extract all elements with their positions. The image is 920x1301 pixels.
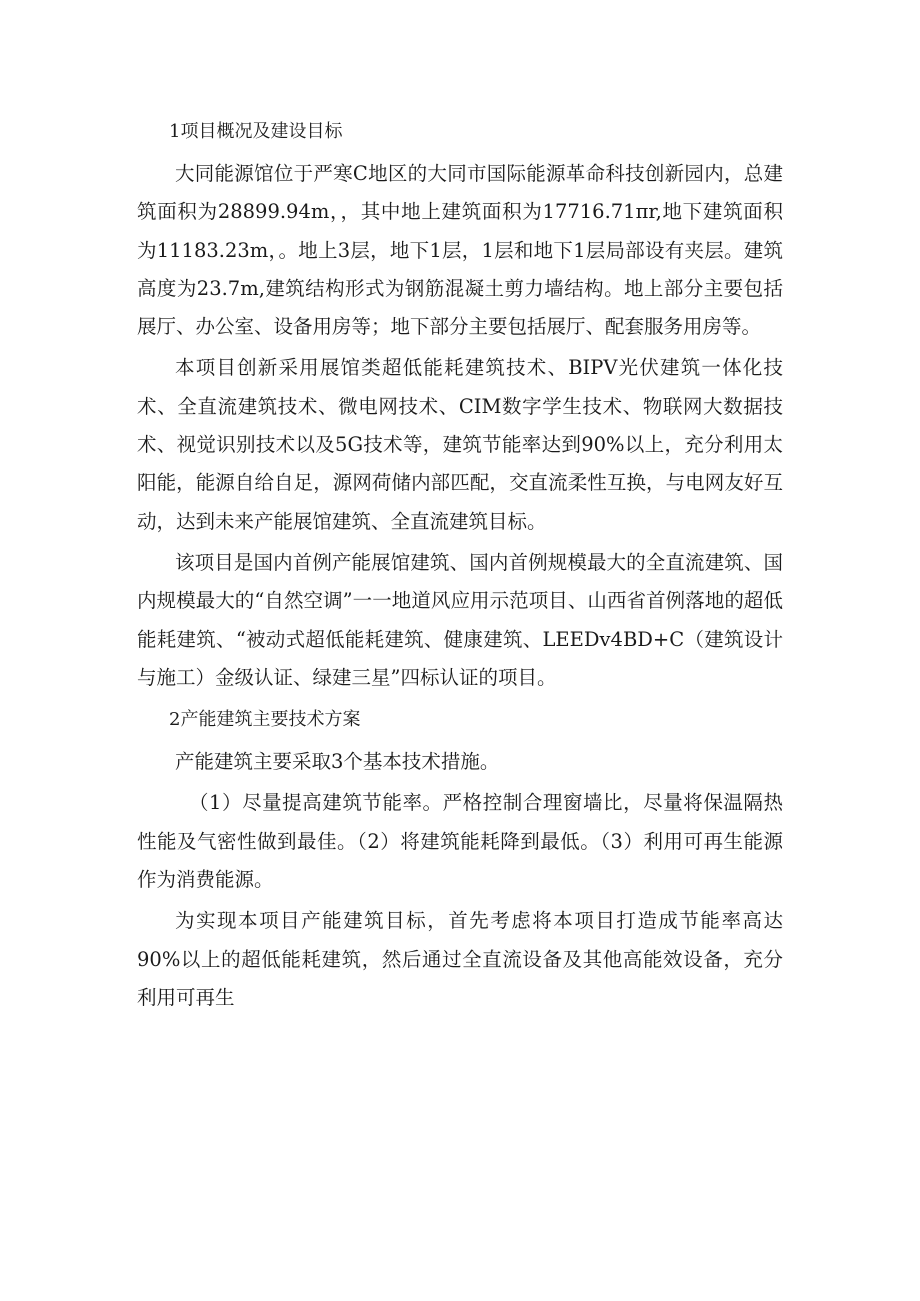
section-heading-2: 2产能建筑主要技术方案	[169, 709, 361, 731]
paragraph-project-overview: 大同能源馆位于严寒C地区的大同市国际能源革命科技创新园内，总建筑面积为28899.94m，，其中地上建筑面积为17716.71πr,地下建筑面积为11183.23m，。地上3层，地下1层，1层和地下1层局部设有夹层。建筑高度为23.7m,建筑结构形式为钢筋混凝土剪力墙结构。地上部分主要包括展厅、办公室、设备用房等；地下部分主要包括展厅、配套服务用房等。	[137, 162, 783, 339]
section-heading-1: 1项目概况及建设目标	[169, 121, 343, 142]
paragraph-technologies: 本项目创新采用展馆类超低能耗建筑技术、BIPV光伏建筑一体化技术、全直流建筑技术、微电网技术、CIM数字学生技术、物联网大数据技术、视觉识别技术以及5G技术等，建筑节能率达到90%以上，充分利用太阳能，能源自给自足，源网荷储内部匹配，交直流柔性互换，与电网友好互动，达到未来产能展馆建筑、全直流建筑目标。	[137, 356, 783, 533]
document-body	[137, 112, 783, 1020]
paragraph-firsts: 该项目是国内首例产能展馆建筑、国内首例规模最大的全直流建筑、国内规模最大的“自然空调”一一地道风应用示范项目、山西省首例落地的超低能耗建筑、“被动式超低能耗建筑、健康建筑、LEEDv4BD+C（建筑设计与施工）金级认证、绿建三星”四标认证的项目。	[137, 550, 783, 689]
paragraph-implementation: 为实现本项目产能建筑目标，首先考虑将本项目打造成节能率高达90%以上的超低能耗建筑，然后通过全直流设备及其他高能效设备，充分利用可再生	[137, 909, 783, 1009]
paragraph-measures-intro: 产能建筑主要采取3个基本技术措施。	[175, 750, 500, 774]
paragraph-measures-list: （1）尽量提高建筑节能率。严格控制合理窗墙比，尽量将保温隔热性能及气密性做到最佳。（2）将建筑能耗降到最低。（3）利用可再生能源作为消费能源。	[137, 791, 783, 892]
